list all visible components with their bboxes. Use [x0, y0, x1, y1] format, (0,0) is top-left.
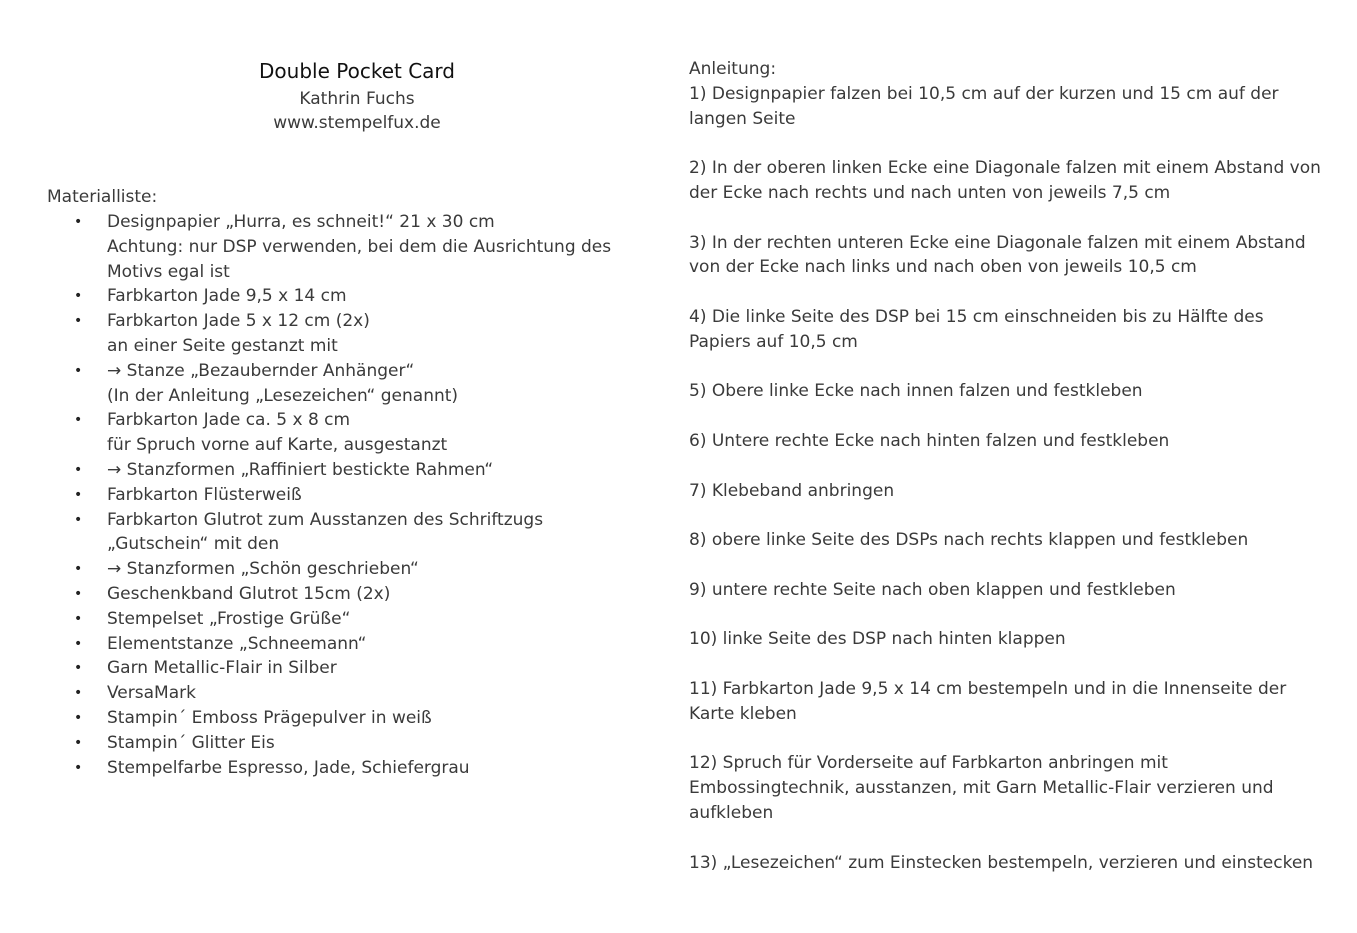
bullet-icon: • [74, 709, 83, 726]
instruction-line: 13) „Lesezeichen“ zum Einstecken bestempeln, verzieren und einstecken [689, 852, 1314, 873]
material-line: → Stanze „Bezaubernder Anhänger“ [107, 360, 415, 381]
bullet-icon: • [74, 362, 83, 379]
bullet-icon: • [74, 759, 83, 776]
instruction-line: 2) In der oberen linken Ecke eine Diagonale falzen mit einem Abstand von [689, 158, 1321, 179]
material-line: Stempelfarbe Espresso, Jade, Schiefergrau [107, 757, 470, 778]
material-line: Geschenkband Glutrot 15cm (2x) [107, 583, 391, 604]
bullet-icon: • [74, 412, 83, 429]
instruction-line: langen Seite [689, 108, 796, 129]
instruction-line: 1) Designpapier falzen bei 10,5 cm auf der kurzen und 15 cm auf der [689, 83, 1279, 104]
bullet-icon: • [74, 511, 83, 528]
instruction-line: Papiers auf 10,5 cm [689, 331, 858, 352]
material-line: → Stanzformen „Schön geschrieben“ [107, 559, 419, 580]
instruction-step [689, 379, 1329, 404]
material-list-item [47, 284, 627, 309]
material-list-item [47, 210, 627, 284]
website-url: www.stempelfux.de [273, 113, 441, 133]
instruction-step [689, 429, 1329, 454]
instruction-line: 9) untere rechte Seite nach oben klappen und festkleben [689, 579, 1176, 600]
material-line: Stampin´ Emboss Prägepulver in weiß [107, 707, 432, 728]
instruction-line: 12) Spruch für Vorderseite auf Farbkarton anbringen mit [689, 753, 1168, 774]
instruction-line: 8) obere linke Seite des DSPs nach rechts klappen und festkleben [689, 530, 1249, 551]
bullet-icon: • [74, 685, 83, 702]
bullet-icon: • [74, 635, 83, 652]
material-list-item [47, 632, 627, 657]
material-line: Farbkarton Jade 9,5 x 14 cm [107, 286, 347, 307]
instructions-steps [689, 82, 1329, 876]
document-title: Double Pocket Card [259, 59, 455, 83]
instruction-step [689, 578, 1329, 603]
instruction-step [689, 751, 1329, 825]
instruction-line: 7) Klebeband anbringen [689, 480, 895, 501]
instruction-step [689, 528, 1329, 553]
bullet-icon: • [74, 461, 83, 478]
bullet-icon: • [74, 288, 83, 305]
instruction-step [689, 82, 1329, 132]
bullet-icon: • [74, 610, 83, 627]
instruction-line: 5) Obere linke Ecke nach innen falzen und festkleben [689, 381, 1143, 402]
instruction-step [689, 677, 1329, 727]
bullet-icon: • [74, 734, 83, 751]
bullet-icon: • [74, 585, 83, 602]
bullet-icon: • [74, 486, 83, 503]
instruction-line: der Ecke nach rechts und nach unten von jeweils 7,5 cm [689, 182, 1171, 203]
bullet-icon: • [74, 313, 83, 330]
material-line: „Gutschein“ mit den [107, 534, 280, 555]
materials-heading: Materialliste: [47, 187, 158, 207]
material-line: an einer Seite gestanzt mit [107, 335, 338, 356]
instruction-line: 4) Die linke Seite des DSP bei 15 cm einschneiden bis zu Hälfte des [689, 306, 1264, 327]
instruction-line: Embossingtechnik, ausstanzen, mit Garn Metallic-Flair verzieren und [689, 778, 1274, 799]
bullet-icon: • [74, 214, 83, 230]
material-line: Farbkarton Jade 5 x 12 cm (2x) [107, 311, 370, 332]
material-line: Elementstanze „Schneemann“ [107, 633, 367, 654]
instruction-line: aufkleben [689, 802, 774, 823]
material-line: für Spruch vorne auf Karte, ausgestanzt [107, 435, 448, 456]
material-line: VersaMark [107, 683, 196, 704]
instructions-heading: Anleitung: [689, 59, 777, 79]
instruction-step [689, 305, 1329, 355]
material-list-item [47, 706, 627, 731]
instruction-step [689, 627, 1329, 652]
material-line: Farbkarton Jade ca. 5 x 8 cm [107, 410, 351, 431]
material-list-item [47, 483, 627, 508]
material-list-item [47, 731, 627, 756]
material-list-item [47, 607, 627, 632]
material-list-item [47, 359, 627, 409]
instruction-line: 3) In der rechten unteren Ecke eine Diagonale falzen mit einem Abstand [689, 232, 1306, 253]
instruction-line: 6) Untere rechte Ecke nach hinten falzen und festkleben [689, 430, 1170, 451]
material-line: Achtung: nur DSP verwenden, bei dem die Ausrichtung des [107, 236, 612, 257]
material-list-item [47, 408, 627, 458]
material-line: Farbkarton Flüsterweiß [107, 484, 302, 505]
material-line: Motivs egal ist [107, 261, 230, 282]
instruction-line: 11) Farbkarton Jade 9,5 x 14 cm bestempeln und in die Innenseite der [689, 678, 1287, 699]
bullet-icon: • [74, 660, 83, 677]
material-line: Farbkarton Glutrot zum Ausstanzen des Schriftzugs [107, 509, 544, 530]
instruction-line: 10) linke Seite des DSP nach hinten klappen [689, 629, 1066, 650]
material-line: Stempelset „Frostige Grüße“ [107, 608, 351, 629]
material-line: Designpapier „Hurra, es schneit!“ 21 x 30 cm [107, 212, 495, 232]
instruction-step [689, 851, 1329, 876]
material-list-item [47, 309, 627, 359]
materials-list [47, 210, 627, 780]
bullet-icon: • [74, 561, 83, 578]
material-line: (In der Anleitung „Lesezeichen“ genannt) [107, 385, 459, 406]
material-line: → Stanzformen „Raffiniert bestickte Rahmen“ [107, 459, 494, 480]
material-list-item [47, 458, 627, 483]
material-list-item [47, 508, 627, 558]
material-list-item [47, 557, 627, 582]
instruction-line: von der Ecke nach links und nach oben von jeweils 10,5 cm [689, 257, 1197, 278]
instruction-step [689, 156, 1329, 206]
instruction-line: Karte kleben [689, 703, 797, 724]
instruction-step [689, 231, 1329, 281]
material-list-item [47, 681, 627, 706]
material-line: Stampin´ Glitter Eis [107, 732, 275, 753]
material-line: Garn Metallic-Flair in Silber [107, 658, 337, 679]
material-list-item [47, 656, 627, 681]
instruction-step [689, 479, 1329, 504]
instructions-section [689, 57, 1329, 900]
material-list-item [47, 756, 627, 781]
author-name: Kathrin Fuchs [299, 89, 415, 109]
material-list-item [47, 582, 627, 607]
